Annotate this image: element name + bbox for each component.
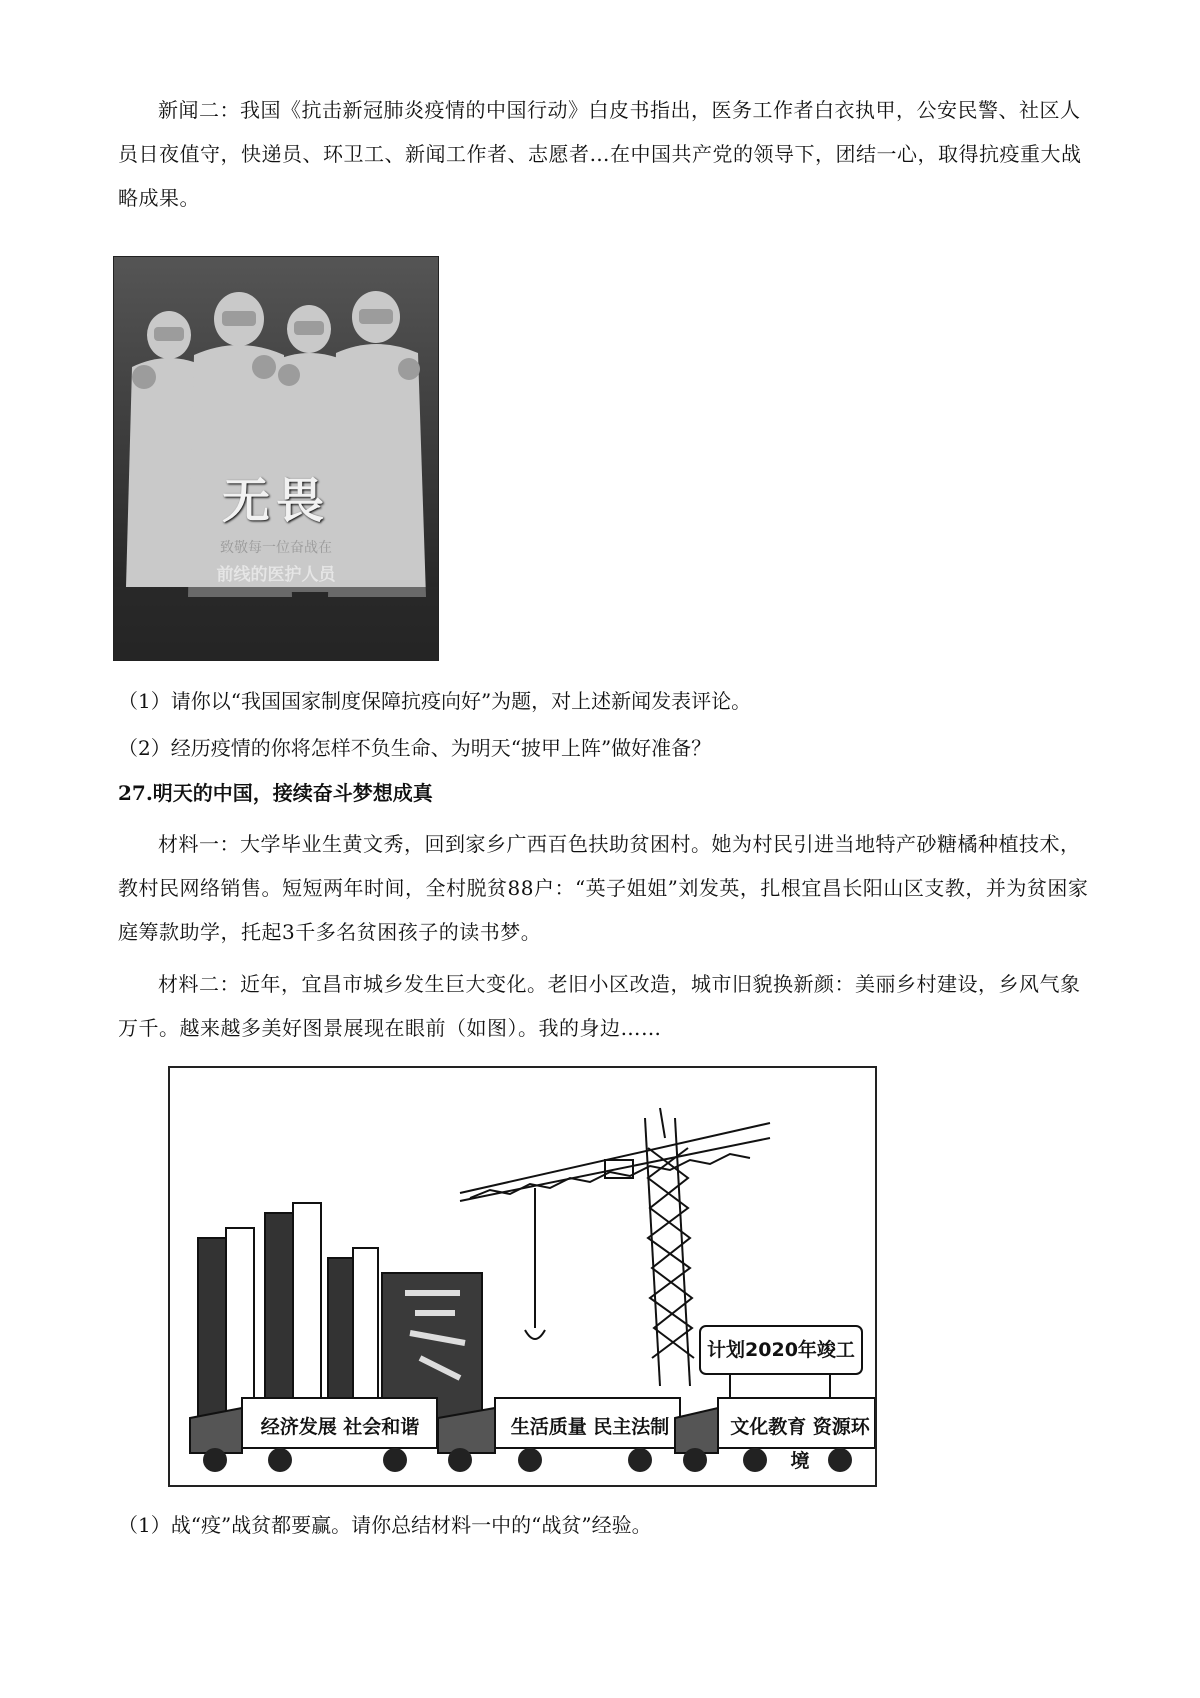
news-two-paragraph: 新闻二：我国《抗击新冠肺炎疫情的中国行动》白皮书指出，医务工作者白衣执甲，公安民警、社区人员日夜值守，快递员、环卫工、新闻工作者、志愿者…在中国共产党的领导下，团结一心，取得抗疫重大战略成果。 (118, 98, 1082, 210)
section-27-heading: 27.明天的中国，接续奋斗梦想成真 (118, 781, 433, 805)
truck-label-2: 生活质量 民主法制 (510, 1416, 670, 1438)
medical-workers-photo (113, 256, 439, 661)
question-26-1: （1）请你以“我国国家制度保障抗疫向好”为题，对上述新闻发表评论。 (118, 689, 752, 713)
photo-subtitle-line2: 前线的医护人员 (216, 565, 336, 585)
photo-subtitle-line1: 致敬每一位奋战在 (220, 540, 332, 556)
question-27-1: （1）战“疫”战贫都要赢。请你总结材料一中的“战贫”经验。 (118, 1513, 652, 1537)
construction-sign-text: 计划2020年竣工 (707, 1339, 855, 1361)
photo-figures (114, 257, 438, 660)
material-two-paragraph: 材料二：近年，宜昌市城乡发生巨大变化。老旧小区改造，城市旧貌换新颜：美丽乡村建设，乡风气象万千。越来越多美好图景展现在眼前（如图）。我的身边…… (118, 972, 1081, 1040)
question-26-2: （2）经历疫情的你将怎样不负生命、为明天“披甲上阵”做好准备？ (118, 736, 712, 760)
truck-label-1: 经济发展 社会和谐 (260, 1416, 420, 1438)
truck-label-3: 文化教育 资源环境 (730, 1416, 870, 1472)
xiaokang-cartoon (168, 1066, 877, 1487)
material-one-paragraph: 材料一：大学毕业生黄文秀，回到家乡广西百色扶助贫困村。她为村民引进当地特产砂糖橘种植技术，教村民网络销售。短短两年时间，全村脱贫88户：“英子姐姐”刘发英，扎根宜昌长阳山区支教，并为贫困家庭筹款助学，托起3千多名贫困孩子的读书梦。 (118, 832, 1089, 944)
photo-title: 无畏 (221, 473, 330, 529)
